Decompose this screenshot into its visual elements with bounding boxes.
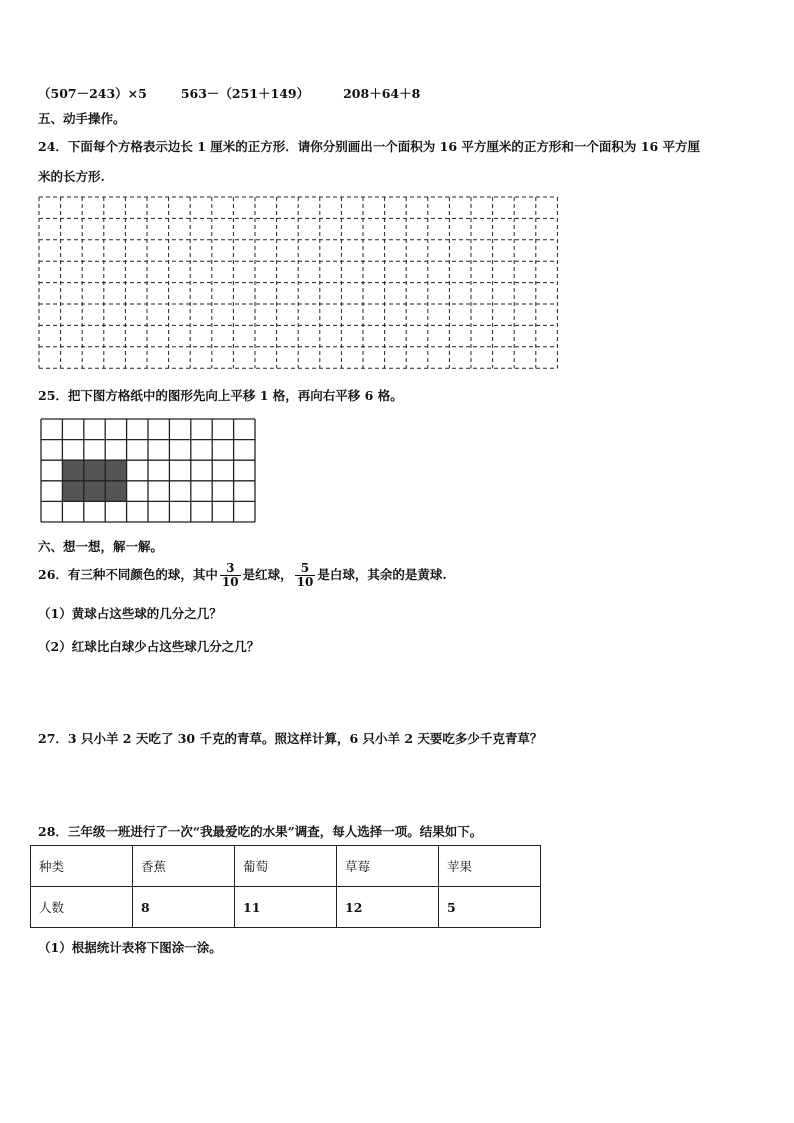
fraction-white <box>295 562 316 589</box>
q26-mid: 是红球， <box>242 567 293 582</box>
q25-text: 25．把下图方格纸中的图形先向上平移 1 格，再向右平移 6 格。 <box>38 388 403 403</box>
fraction-white-numerator: 5 <box>295 562 316 576</box>
table-cell: 香蕉 <box>133 846 235 887</box>
table-cell: 11 <box>235 887 337 928</box>
q26-prefix: 26．有三种不同颜色的球，其中 <box>38 567 218 582</box>
calc-expr-2: 563－（251＋149） <box>180 86 310 101</box>
q27-text: 27．3 只小羊 2 天吃了 30 千克的青草。照这样计算，6 只小羊 2 天要吃多少千克青草？ <box>38 731 543 746</box>
table-cell: 8 <box>133 887 235 928</box>
table-cell: 5 <box>439 887 541 928</box>
q26-sub1: （1）黄球占这些球的几分之几？ <box>38 606 222 621</box>
table-cell: 苹果 <box>439 846 541 887</box>
table-cell: 种类 <box>31 846 133 887</box>
calc-expressions <box>38 84 450 102</box>
q26-suffix: 是白球，其余的是黄球. <box>317 567 447 582</box>
q24-text-line1: 24．下面每个方格表示边长 1 厘米的正方形．请你分别画出一个面积为 16 平方厘米的正方形和一个面积为 16 平方厘 <box>38 139 700 154</box>
q26-text <box>38 558 447 592</box>
fraction-red <box>220 562 241 589</box>
q28-text: 28．三年级一班进行了一次“我最爱吃的水果”调查，每人选择一项。结果如下。 <box>38 824 483 839</box>
section-6-title: 六、想一想，解一解。 <box>38 539 164 554</box>
dashed-grid <box>38 196 560 370</box>
fraction-red-numerator: 3 <box>220 562 241 576</box>
table-cell: 12 <box>337 887 439 928</box>
q24-text-line2: 米的长方形. <box>38 169 105 184</box>
fruit-stats-table <box>30 845 541 928</box>
calc-expr-1: （507－243）×5 <box>38 86 147 101</box>
fraction-red-denominator: 10 <box>221 575 239 589</box>
table-cell: 葡萄 <box>235 846 337 887</box>
q26-sub2: （2）红球比白球少占这些球几分之几？ <box>38 639 260 654</box>
fraction-white-denominator: 10 <box>296 575 314 589</box>
table-row <box>31 887 541 928</box>
table-header-row <box>31 846 541 887</box>
calc-expr-3: 208＋64＋8 <box>343 86 421 101</box>
table-cell: 人数 <box>31 887 133 928</box>
q28-sub1: （1）根据统计表将下图涂一涂。 <box>38 940 222 955</box>
table-cell: 草莓 <box>337 846 439 887</box>
translation-grid <box>40 418 258 524</box>
section-5-title: 五、动手操作。 <box>38 111 126 126</box>
